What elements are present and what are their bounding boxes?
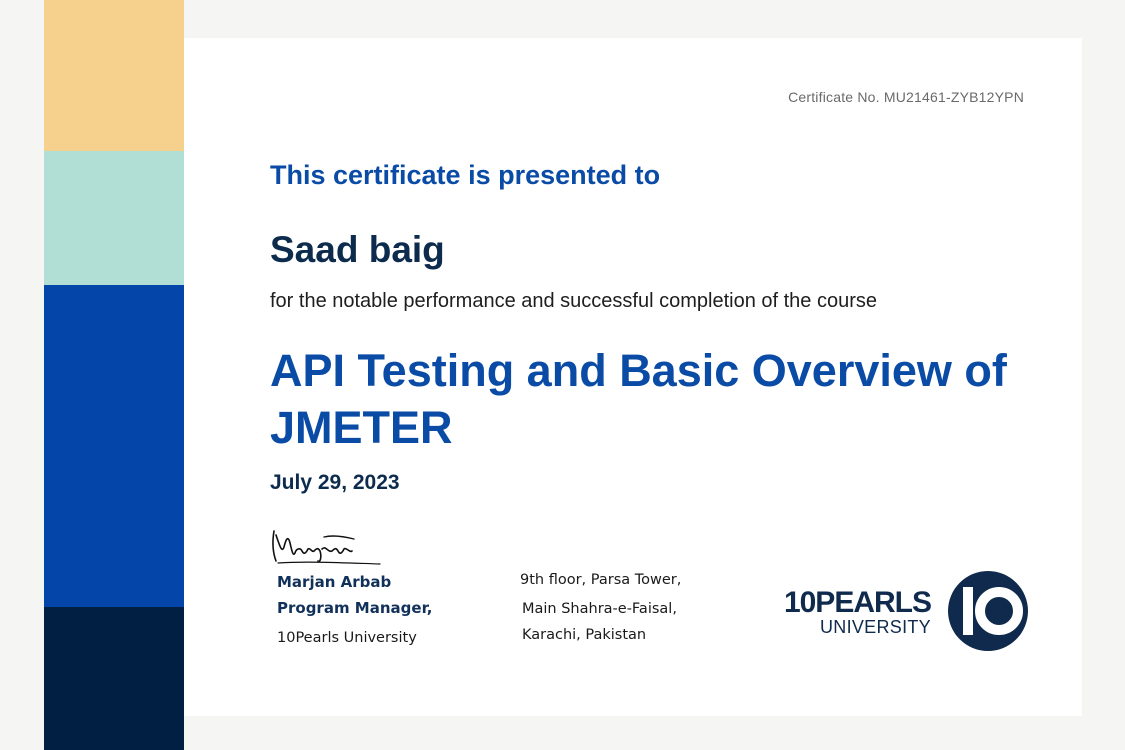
stripe-mint	[44, 151, 184, 285]
course-title: API Testing and Basic Overview of JMETER	[270, 345, 1007, 453]
logo-10-emblem-icon	[947, 570, 1029, 652]
stripe-yellow	[44, 0, 184, 151]
completion-reason: for the notable performance and successful completion of the course	[270, 290, 878, 312]
10pearls-university-logo	[783, 569, 1029, 653]
decorative-color-stripes	[44, 0, 184, 750]
signatory-name: Marjan Arbab	[277, 573, 392, 591]
presented-to-heading: This certificate is presented to	[270, 160, 661, 190]
stripe-navy	[44, 607, 184, 750]
logo-wordmark: 10PEARLS	[783, 586, 931, 619]
certificate-number: Certificate No. MU21461-ZYB12YPN	[788, 89, 1024, 105]
recipient-name: Saad baig	[270, 229, 445, 270]
certificate-card	[184, 38, 1082, 716]
completion-date: July 29, 2023	[270, 471, 400, 494]
address-line-1: 9th floor, Parsa Tower,	[520, 572, 682, 588]
signatory-organization: 10Pearls University	[277, 630, 417, 646]
logo-subtitle: UNIVERSITY	[819, 617, 931, 637]
signatory-role: Program Manager,	[277, 599, 433, 617]
address-line-2: Main Shahra-e-Faisal,	[522, 601, 677, 617]
stripe-blue	[44, 285, 184, 607]
handwritten-signature	[268, 523, 384, 569]
address-line-3: Karachi, Pakistan	[522, 627, 647, 643]
